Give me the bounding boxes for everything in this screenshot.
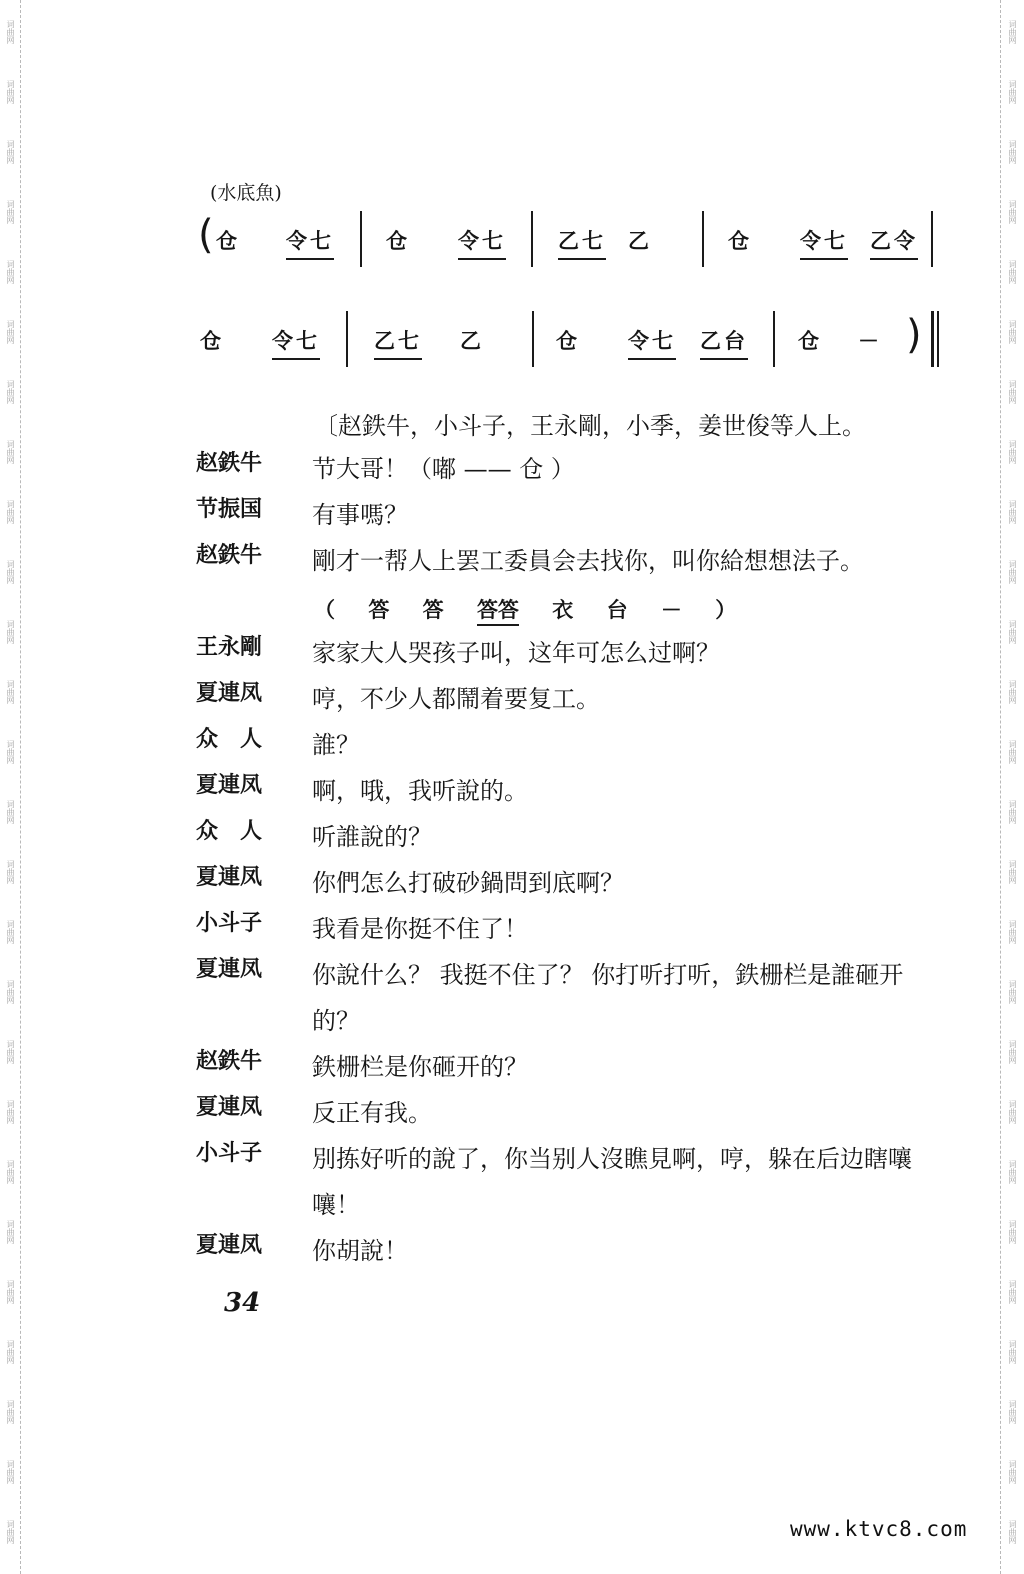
score-note: 乙七 bbox=[374, 325, 422, 360]
watermark-text: 词曲网 bbox=[6, 140, 15, 164]
score-note: － bbox=[858, 329, 882, 353]
watermark-text: 词曲网 bbox=[1008, 1040, 1017, 1064]
page-number: 34 bbox=[224, 1288, 261, 1318]
cue-note: － bbox=[660, 598, 682, 622]
dialogue-text: 啊，哦，我听說的。 bbox=[312, 777, 528, 805]
footer-url: www.ktvc8.com bbox=[790, 1517, 968, 1541]
watermark-text: 词曲网 bbox=[6, 20, 15, 44]
score-barline bbox=[532, 311, 534, 367]
watermark-text: 词曲网 bbox=[1008, 680, 1017, 704]
dialogue-text: 誰？ bbox=[312, 731, 360, 759]
watermark-text: 词曲网 bbox=[1008, 1400, 1017, 1424]
score-row-1 bbox=[198, 205, 948, 275]
watermark-text: 词曲网 bbox=[1008, 200, 1017, 224]
score-row-2 bbox=[198, 305, 948, 375]
watermark-text: 词曲网 bbox=[1008, 440, 1017, 464]
watermark-text: 词曲网 bbox=[6, 980, 15, 1004]
dialogue-text: 我看是你挺不住了！ bbox=[312, 915, 528, 943]
watermark-text: 词曲网 bbox=[6, 1460, 15, 1484]
speaker-name: 夏連凤 bbox=[196, 681, 263, 706]
left-margin-rule bbox=[20, 0, 21, 1574]
watermark-text: 词曲网 bbox=[6, 1220, 15, 1244]
score-note: 仓 bbox=[556, 329, 580, 353]
dialogue-text: 你說什么？ 我挺不住了？ 你打听打听，鉄栅栏是誰砸开的？ bbox=[312, 961, 904, 1035]
score-barline bbox=[702, 211, 704, 267]
dialogue-text: 家家大人哭孩子叫，这年可怎么过啊？ bbox=[312, 639, 720, 667]
dialogue-text: 有事嗎？ bbox=[312, 501, 408, 529]
score-barline bbox=[360, 211, 362, 267]
score-note: 仓 bbox=[798, 329, 822, 353]
watermark-text: 词曲网 bbox=[1008, 560, 1017, 584]
watermark-text: 词曲网 bbox=[6, 260, 15, 284]
speaker-name: 赵鉄牛 bbox=[196, 451, 263, 476]
score-note: 令七 bbox=[286, 225, 334, 260]
watermark-text: 词曲网 bbox=[1008, 500, 1017, 524]
score-note: 仓 bbox=[728, 229, 752, 253]
score-open-paren: ( bbox=[198, 212, 214, 258]
cue-close-paren: ） bbox=[715, 598, 737, 622]
speaker-name: 小斗子 bbox=[196, 1141, 263, 1166]
percussion-cue bbox=[314, 594, 762, 626]
score-note: 令七 bbox=[272, 325, 320, 360]
dialogue-text: 剛才一帮人上罢工委員会去找你，叫你給想想法子。 bbox=[312, 547, 864, 575]
watermark-text: 词曲网 bbox=[1008, 380, 1017, 404]
speaker-name: 夏連凤 bbox=[196, 773, 263, 798]
watermark-text: 词曲网 bbox=[6, 1400, 15, 1424]
watermark-text: 词曲网 bbox=[6, 200, 15, 224]
watermark-text: 词曲网 bbox=[6, 920, 15, 944]
speaker-name: 小斗子 bbox=[196, 911, 263, 936]
dialogue-text: 听誰說的？ bbox=[312, 823, 432, 851]
score-note: 乙令 bbox=[870, 225, 918, 260]
cue-note: 衣 bbox=[552, 598, 574, 622]
dialogue-text: 鉄栅栏是你砸开的？ bbox=[312, 1053, 528, 1081]
cue-note: 答答 bbox=[477, 594, 519, 626]
watermark-text: 词曲网 bbox=[1008, 1520, 1017, 1544]
score-note: 令七 bbox=[458, 225, 506, 260]
speaker-name: 夏連凤 bbox=[196, 957, 263, 982]
watermark-text: 词曲网 bbox=[1008, 1220, 1017, 1244]
watermark-text: 词曲网 bbox=[1008, 620, 1017, 644]
watermark-text: 词曲网 bbox=[6, 800, 15, 824]
dialogue-text: 节大哥！（嘟 —— 仓 ） bbox=[312, 455, 575, 483]
speaker-name: 赵鉄牛 bbox=[196, 1049, 263, 1074]
score-barline bbox=[931, 211, 933, 267]
watermark-text: 词曲网 bbox=[1008, 1460, 1017, 1484]
watermark-text: 词曲网 bbox=[1008, 1160, 1017, 1184]
cue-note: 台 bbox=[606, 598, 628, 622]
speaker-name: 夏連凤 bbox=[196, 1095, 263, 1120]
watermark-text: 词曲网 bbox=[1008, 140, 1017, 164]
speaker-name: 夏連凤 bbox=[196, 865, 263, 890]
right-watermark-column bbox=[1003, 0, 1021, 1574]
score-close-paren: ) bbox=[906, 312, 922, 358]
watermark-text: 词曲网 bbox=[6, 320, 15, 344]
score-barline bbox=[531, 211, 533, 267]
watermark-text: 词曲网 bbox=[6, 560, 15, 584]
score-barline bbox=[346, 311, 348, 367]
watermark-text: 词曲网 bbox=[1008, 980, 1017, 1004]
speaker-name: 众 人 bbox=[196, 727, 263, 752]
stage-direction: 〔赵鉄牛，小斗子，王永剛，小季，姜世俊等人上。 bbox=[314, 412, 866, 440]
left-watermark-column bbox=[1, 0, 19, 1574]
score-note: 令七 bbox=[628, 325, 676, 360]
watermark-text: 词曲网 bbox=[1008, 20, 1017, 44]
score-note: 令七 bbox=[800, 225, 848, 260]
watermark-text: 词曲网 bbox=[1008, 1100, 1017, 1124]
score-note: 仓 bbox=[216, 229, 240, 253]
cue-note: 答 bbox=[422, 598, 444, 622]
score-final-barline bbox=[931, 311, 934, 367]
watermark-text: 词曲网 bbox=[6, 1100, 15, 1124]
watermark-text: 词曲网 bbox=[1008, 740, 1017, 764]
speaker-name: 夏連凤 bbox=[196, 1233, 263, 1258]
dialogue-text: 你們怎么打破砂鍋問到底啊？ bbox=[312, 869, 624, 897]
score-note: 乙七 bbox=[558, 225, 606, 260]
watermark-text: 词曲网 bbox=[1008, 800, 1017, 824]
watermark-text: 词曲网 bbox=[6, 380, 15, 404]
watermark-text: 词曲网 bbox=[6, 500, 15, 524]
watermark-text: 词曲网 bbox=[1008, 320, 1017, 344]
score-note: 仓 bbox=[200, 329, 224, 353]
score-note: 乙 bbox=[460, 329, 484, 353]
watermark-text: 词曲网 bbox=[6, 620, 15, 644]
score-note: 仓 bbox=[386, 229, 410, 253]
watermark-text: 词曲网 bbox=[6, 680, 15, 704]
watermark-text: 词曲网 bbox=[6, 1280, 15, 1304]
speaker-name: 王永剛 bbox=[196, 635, 263, 660]
watermark-text: 词曲网 bbox=[1008, 920, 1017, 944]
speaker-name: 节振国 bbox=[196, 497, 263, 522]
dialogue-text: 哼，不少人都鬧着要复工。 bbox=[312, 685, 600, 713]
watermark-text: 词曲网 bbox=[1008, 1280, 1017, 1304]
watermark-text: 词曲网 bbox=[6, 80, 15, 104]
watermark-text: 词曲网 bbox=[6, 1340, 15, 1364]
score-barline bbox=[773, 311, 775, 367]
score-note: 乙台 bbox=[700, 325, 748, 360]
watermark-text: 词曲网 bbox=[1008, 80, 1017, 104]
cue-open-paren: （ bbox=[314, 598, 335, 622]
speaker-name: 赵鉄牛 bbox=[196, 543, 263, 568]
tune-title: (水底魚) bbox=[210, 182, 282, 204]
dialogue-text: 反正有我。 bbox=[312, 1099, 432, 1127]
watermark-text: 词曲网 bbox=[6, 860, 15, 884]
dialogue-text: 別拣好听的說了，你当别人沒瞧見啊，哼，躲在后边瞎嚷嚷！ bbox=[312, 1145, 912, 1219]
speaker-name: 众 人 bbox=[196, 819, 263, 844]
score-note: 乙 bbox=[628, 229, 652, 253]
dialogue-text: 你胡說！ bbox=[312, 1237, 408, 1265]
watermark-text: 词曲网 bbox=[1008, 860, 1017, 884]
watermark-text: 词曲网 bbox=[6, 440, 15, 464]
watermark-text: 词曲网 bbox=[1008, 1340, 1017, 1364]
watermark-text: 词曲网 bbox=[6, 1520, 15, 1544]
watermark-text: 词曲网 bbox=[6, 740, 15, 764]
watermark-text: 词曲网 bbox=[6, 1040, 15, 1064]
score-final-barline bbox=[937, 311, 939, 367]
cue-note: 答 bbox=[368, 598, 390, 622]
watermark-text: 词曲网 bbox=[1008, 260, 1017, 284]
right-margin-rule bbox=[1000, 0, 1001, 1574]
watermark-text: 词曲网 bbox=[6, 1160, 15, 1184]
